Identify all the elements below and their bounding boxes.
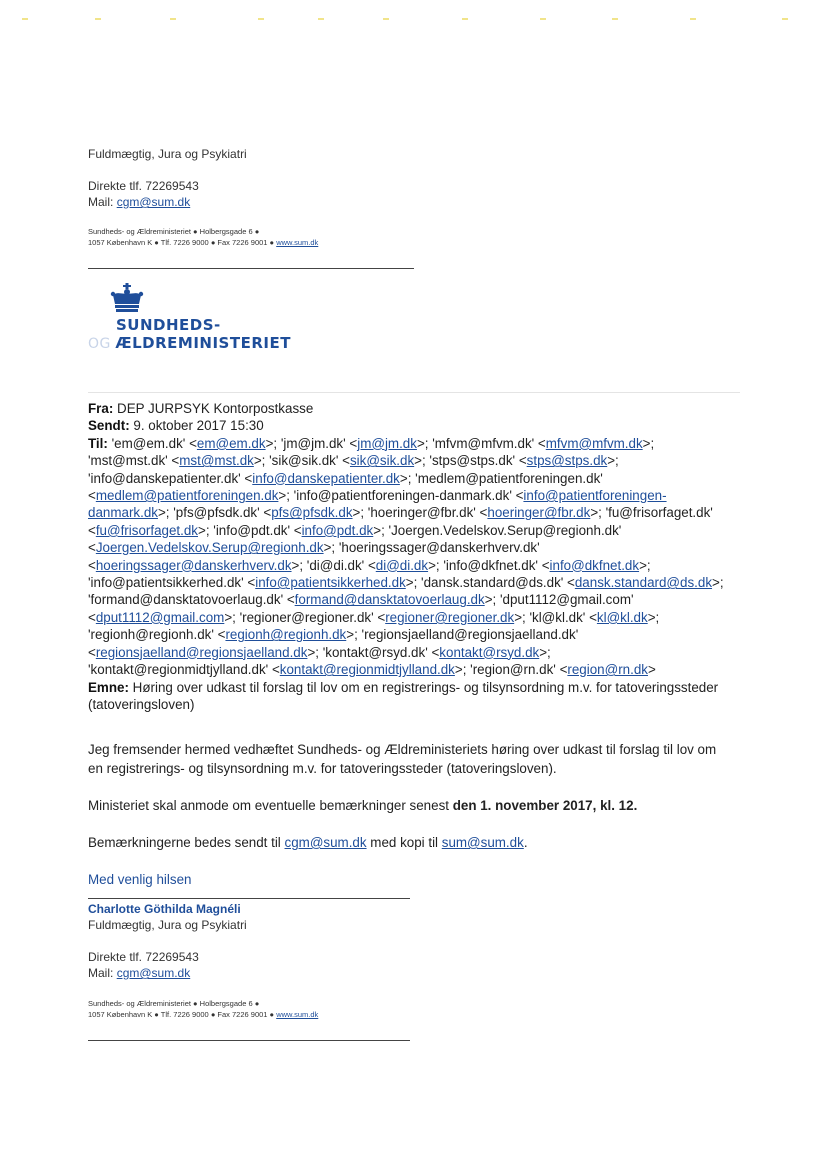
recipient-text: > — [647, 662, 656, 678]
subject-row: Emne: Høring over udkast til forslag til lov om en registrerings- og tilsynsordning m.v. for tatoveringssteder (tatoveringsloven) — [88, 679, 719, 712]
recipient-text: >; 'regionh@regionh.dk' < — [88, 609, 660, 643]
recipient-link[interactable]: region@rn.dk — [567, 662, 648, 678]
recipient-text: >; 'kl@kl.dk' < — [514, 609, 597, 625]
recipient-link[interactable]: mfvm@mfvm.dk — [545, 435, 643, 451]
recipient-link[interactable]: kontakt@regionmidtjylland.dk — [279, 662, 455, 678]
email-body — [88, 740, 728, 889]
signature-mail: Mail: cgm@sum.dk — [88, 195, 191, 209]
top-address: Sundheds- og Ældreministeriet ● Holbergsgade 6 ● 1057 København K ● Tlf. 7226 9000 ● Fax 7226 9001 ● www.sum.dk — [88, 227, 319, 247]
recipient-text: >; 'info@patientsikkerhed.dk' < — [88, 557, 651, 591]
recipient-text: >; 'fu@frisorfaget.dk' < — [88, 505, 713, 538]
to-row: Til: 'em@em.dk' <em@em.dk>; 'jm@jm.dk' <jm@jm.dk>; 'mfvm@mfvm.dk' <mfvm@mfvm.dk>; 'mst@mst.dk' <mst@mst.dk>; 'sik@sik.dk' <sik@sik.dk>; 'stps@stps.dk' <stps@stps.dk>; 'info@danskepatienter.dk' <info@danskepatienter.dk>; 'medlem@patientforeningen.dk' <medlem@patientforeningen.dk>; 'info@patientforeningen-danmark.dk' <info@patientforeningen-danmark.dk>; 'pfs@pfsdk.dk' <pfs@pfsdk.dk>; 'hoeringer@fbr.dk' <hoeringer@fbr.dk>; 'fu@frisorfaget.dk' <fu@frisorfaget.dk>; 'info@pdt.dk' <info@pdt.dk>; 'Joergen.Vedelskov.Serup@regionh.dk' <Joergen.Vedelskov.Serup@regionh.dk>; 'hoeringssager@danskerhverv.dk' <hoeringssager@danskerhverv.dk>; 'di@di.dk' <di@di.dk>; 'info@dkfnet.dk' <info@dkfnet.dk>; 'info@patientsikkerhed.dk' <info@patientsikkerhed.dk>; 'dansk.standard@ds.dk' <dansk.standard@ds.dk>; 'formand@dansktatovoerlaug.dk' <formand@dansktatovoerlaug.dk>; 'dput1112@gmail.com' <dput1112@gmail.com>; 'regioner@regioner.dk' <regioner@regioner.dk>; 'kl@kl.dk' <kl@kl.dk>; 'regionh@regionh.dk' <regionh@regionh.dk>; 'regionsjaelland@regionsjaelland.dk' <regionsjaelland@regionsjaelland.dk>; 'kontakt@rsyd.dk' <kontakt@rsyd.dk>; 'kontakt@regionmidtjylland.dk' <kontakt@regionmidtjylland.dk>; 'region@rn.dk' <region@rn.dk> — [88, 435, 724, 678]
web-link[interactable]: www.sum.dk — [276, 238, 319, 247]
closing: Med venlig hilsen — [88, 872, 192, 887]
recipient-link[interactable]: kontakt@rsyd.dk — [439, 644, 540, 660]
recipient-link[interactable]: sik@sik.dk — [349, 453, 415, 469]
recipient-link[interactable]: regionh@regionh.dk — [225, 627, 347, 643]
recipient-link[interactable]: dput1112@gmail.com — [95, 609, 225, 625]
recipient-text: >; 'mst@mst.dk' < — [88, 435, 655, 469]
recipient-link[interactable]: info@danskepatienter.dk — [252, 470, 400, 486]
recipient-text: >; 'info@pdt.dk' < — [198, 522, 302, 538]
recipient-link[interactable]: jm@jm.dk — [357, 435, 417, 451]
divider — [88, 268, 414, 269]
recipient-link[interactable]: formand@dansktatovoerlaug.dk — [294, 592, 485, 608]
recipient-link[interactable]: info@patientsikkerhed.dk — [255, 575, 406, 591]
recipient-text: >; 'hoeringer@fbr.dk' < — [352, 505, 488, 521]
body-paragraph-2: Ministeriet skal anmode om eventuelle bemærkninger senest den 1. november 2017, kl. 12. — [88, 798, 638, 813]
recipient-text: >; 'kontakt@regionmidtjylland.dk' < — [88, 644, 551, 678]
recipient-link[interactable]: info@patientforeningen-danmark.dk — [88, 488, 667, 521]
email-header — [88, 400, 728, 713]
recipient-link[interactable]: medlem@patientforeningen.dk — [95, 488, 279, 504]
copy-mail-link[interactable]: sum@sum.dk — [441, 835, 524, 850]
web-link[interactable]: www.sum.dk — [276, 1010, 319, 1019]
recipient-link[interactable]: hoeringer@fbr.dk — [487, 505, 591, 521]
recipient-link[interactable]: hoeringssager@danskerhverv.dk — [95, 557, 292, 573]
recipient-text: >; 'dput1112@gmail.com' < — [88, 592, 634, 625]
recipient-text: >; 'regionsjaelland@regionsjaelland.dk' < — [88, 627, 579, 660]
recipient-text: >; 'pfs@pfsdk.dk' < — [157, 505, 272, 521]
recipient-link[interactable]: pfs@pfsdk.dk — [271, 505, 353, 521]
reply-mail-link[interactable]: cgm@sum.dk — [284, 835, 367, 850]
recipient-text: >; 'dansk.standard@ds.dk' < — [405, 575, 575, 591]
sent-row: Sendt: 9. oktober 2017 15:30 — [88, 418, 264, 434]
recipient-text: >; 'info@danskepatienter.dk' < — [88, 453, 619, 486]
signature-phone: Direkte tlf. 72269543 — [88, 179, 199, 193]
body-paragraph-3: Bemærkningerne bedes sendt til cgm@sum.dk med kopi til sum@sum.dk. — [88, 835, 528, 850]
recipient-text: 'em@em.dk' < — [111, 435, 197, 451]
recipient-text: >; 'sik@sik.dk' < — [253, 453, 350, 469]
top-signature — [88, 146, 247, 210]
mail-link[interactable]: cgm@sum.dk — [116, 195, 191, 209]
from-row: Fra: DEP JURPSYK Kontorpostkasse — [88, 401, 314, 416]
bottom-signature — [88, 901, 247, 981]
recipient-text: >; 'kontakt@rsyd.dk' < — [307, 644, 440, 660]
signature-name: Charlotte Göthilda Magnéli — [88, 902, 241, 916]
recipient-list — [88, 436, 724, 677]
recipient-text: >; 'mfvm@mfvm.dk' < — [416, 435, 546, 451]
logo-line2: OG ÆLDREMINISTERIET — [88, 334, 291, 352]
recipient-link[interactable]: kl@kl.dk — [596, 609, 648, 625]
recipient-link[interactable]: stps@stps.dk — [526, 453, 608, 469]
mail-link[interactable]: cgm@sum.dk — [116, 966, 191, 980]
recipient-link[interactable]: dansk.standard@ds.dk — [574, 575, 713, 591]
recipient-link[interactable]: Joergen.Vedelskov.Serup@regionh.dk — [95, 540, 324, 556]
recipient-text: >; 'hoeringssager@danskerhverv.dk' < — [88, 540, 540, 573]
logo-line1: SUNDHEDS- — [116, 316, 221, 334]
recipient-link[interactable]: regioner@regioner.dk — [385, 609, 515, 625]
recipient-text: >; 'info@patientforeningen-danmark.dk' < — [278, 488, 524, 504]
recipient-link[interactable]: fu@frisorfaget.dk — [95, 522, 198, 538]
recipient-link[interactable]: di@di.dk — [375, 557, 429, 573]
recipient-text: >; 'regioner@regioner.dk' < — [224, 609, 386, 625]
recipient-text: >; 'Joergen.Vedelskov.Serup@regionh.dk' < — [88, 522, 622, 556]
recipient-link[interactable]: em@em.dk — [196, 435, 266, 451]
signature-title: Fuldmægtig, Jura og Psykiatri — [88, 147, 247, 161]
recipient-link[interactable]: info@pdt.dk — [301, 522, 374, 538]
body-paragraph-1: Jeg fremsender hermed vedhæftet Sundheds- og Ældreministeriets høring over udkast til forslag til lov om en registrerings- og tilsynsordning m.v. for tatoveringssteder (tatoveringsloven). — [88, 742, 717, 776]
recipient-text: >; 'jm@jm.dk' < — [265, 435, 358, 451]
email-header-separator — [88, 392, 740, 393]
recipient-text: >; 'di@di.dk' < — [291, 557, 376, 573]
recipient-link[interactable]: regionsjaelland@regionsjaelland.dk — [95, 644, 308, 660]
bottom-address: Sundheds- og Ældreministeriet ● Holbergsgade 6 ● 1057 København K ● Tlf. 7226 9000 ● Fax 7226 9001 ● www.sum.dk — [88, 999, 319, 1019]
signature-phone: Direkte tlf. 72269543 — [88, 950, 199, 964]
recipient-text: >; 'info@dkfnet.dk' < — [428, 557, 550, 573]
signature-title: Fuldmægtig, Jura og Psykiatri — [88, 918, 247, 932]
recipient-text: >; 'formand@dansktatovoerlaug.dk' < — [88, 575, 724, 608]
recipient-text: >; 'stps@stps.dk' < — [414, 453, 527, 469]
signature-divider — [88, 898, 410, 899]
recipient-link[interactable]: info@dkfnet.dk — [549, 557, 640, 573]
signature-mail: Mail: cgm@sum.dk — [88, 966, 191, 980]
recipient-text: >; 'region@rn.dk' < — [454, 662, 568, 678]
divider — [88, 1040, 410, 1041]
recipient-text: >; 'medlem@patientforeningen.dk' < — [88, 470, 603, 504]
recipient-link[interactable]: mst@mst.dk — [179, 453, 254, 469]
crown-icon — [110, 283, 144, 318]
